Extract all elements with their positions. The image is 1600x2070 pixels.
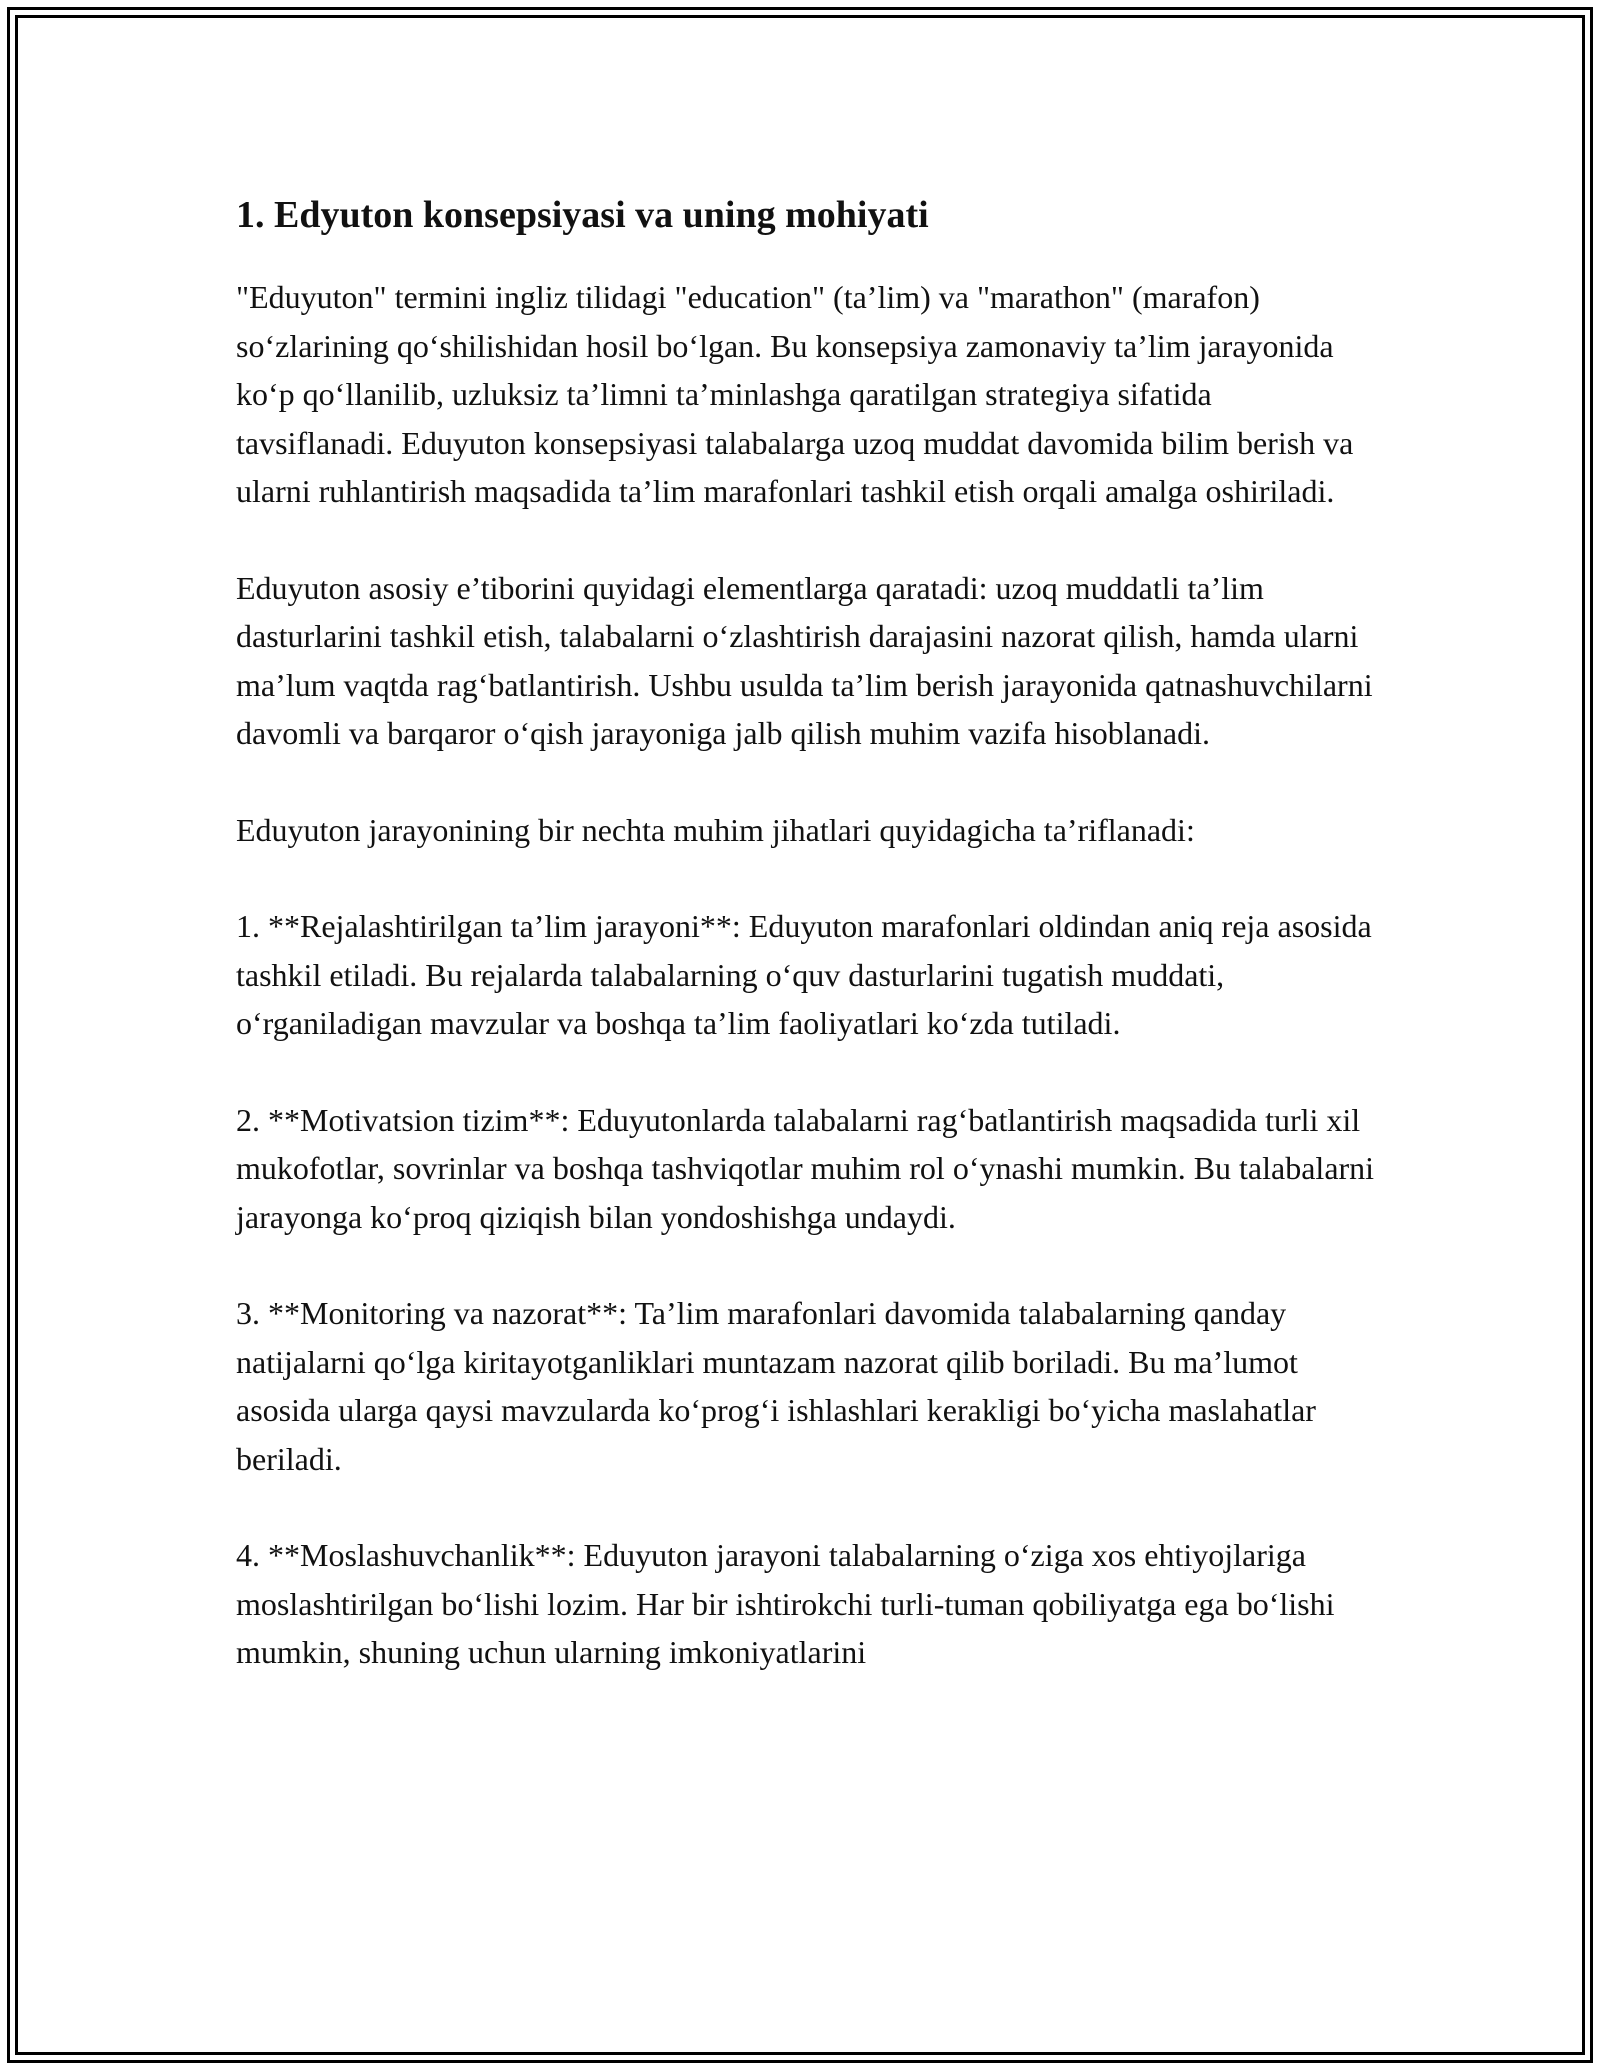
section-heading: 1. Edyuton konsepsiyasi va uning mohiyati: [236, 194, 929, 236]
list-item-flexibility: 4. **Moslashuvchanlik**: Eduyuton jarayoni talabalarning o‘ziga xos ehtiyojlariga moslashtirilgan bo‘lishi lozim. Har bir ishtirokchi turli-tuman qobiliyatga ega bo‘lishi mumkin, shuning uchun ularning imkoniyatlarini: [236, 1537, 1335, 1670]
paragraph-intro: "Eduyuton" termini ingliz tilidagi "education" (ta’lim) va "marathon" (marafon) so‘zlarining qo‘shilishidan hosil bo‘lgan. Bu konsepsiya zamonaviy ta’lim jarayonida ko‘p qo‘llanilib, uzluksiz ta’limni ta’minlashga qaratilgan strategiya sifatida tavsiflanadi. Eduyuton konsepsiyasi talabalarga uzoq muddat davomida bilim berish va ularni ruhlantirish maqsadida ta’lim marafonlari tashkil etish orqali amalga oshiriladi.: [236, 279, 1354, 509]
list-item-motivation: 2. **Motivatsion tizim**: Eduyutonlarda talabalarni rag‘batlantirish maqsadida turli xil mukofotlar, sovrinlar va boshqa tashviqotlar muhim rol o‘ynashi mumkin. Bu talabalarni jarayonga ko‘proq qiziqish bilan yondoshishga undaydi.: [236, 1101, 1375, 1235]
list-item-planned-process: 1. **Rejalashtirilgan ta’lim jarayoni**: Eduyuton marafonlari oldindan aniq reja asosida tashkil etiladi. Bu rejalarda talabalarning o‘quv dasturlarini tugatish muddati, o‘rganiladigan mavzular va boshqa ta’lim faoliyatlari ko‘zda tutiladi.: [236, 908, 1372, 1041]
paragraph-focus: Eduyuton asosiy e’tiborini quyidagi elementlarga qaratadi: uzoq muddatli ta’lim dasturlarini tashkil etish, talabalarni o‘zlashtirish darajasini nazorat qilish, hamda ularni ma’lum vaqtda rag‘batlantirish. Ushbu usulda ta’lim berish jarayonida qatnashuvchilarni davomli va barqaror o‘qish jarayoniga jalb qilish muhim vazifa hisoblanadi.: [236, 569, 1373, 751]
list-item-monitoring: 3. **Monitoring va nazorat**: Ta’lim marafonlari davomida talabalarning qanday natijalarni qo‘lga kiritayotganliklari muntazam nazorat qilib boriladi. Bu ma’lumot asosida ularga qaysi mavzularda ko‘prog‘i ishlashlari kerakligi bo‘yicha maslahatlar beriladi.: [236, 1295, 1316, 1477]
paragraph-aspects-lead: Eduyuton jarayonining bir nechta muhim jihatlari quyidagicha ta’riflanadi:: [236, 811, 1195, 848]
document-body: [236, 185, 1376, 1725]
